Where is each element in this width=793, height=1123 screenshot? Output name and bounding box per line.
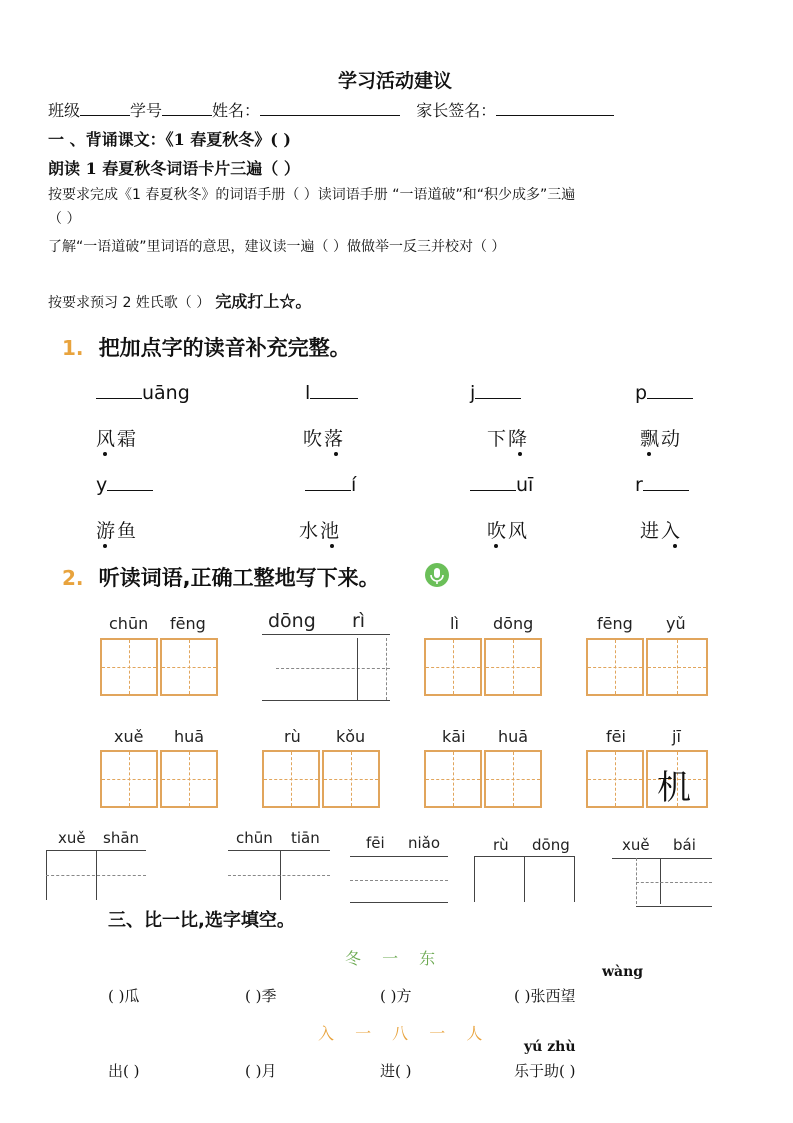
pinyin-blank[interactable] [647, 378, 693, 399]
pinyin-blank[interactable] [310, 378, 358, 399]
writing-grid-top [262, 634, 390, 635]
writing-box[interactable] [424, 638, 482, 696]
writing-box[interactable] [484, 750, 542, 808]
pinyin-prefix: l [305, 382, 311, 404]
writing-box[interactable] [424, 750, 482, 808]
writing-grid-mid[interactable] [46, 875, 146, 876]
writing-grid-divider[interactable] [524, 856, 525, 902]
writing-box[interactable] [100, 750, 158, 808]
pinyin-prefix: y [96, 474, 108, 496]
pinyin-slot [635, 378, 693, 404]
grid-pinyin: fēng [170, 614, 206, 633]
grid-pinyin: kāi [442, 727, 466, 746]
emphasis-dot [673, 544, 677, 548]
grid-pinyin: kǒu [336, 727, 366, 746]
dotted-word: 下降 [487, 428, 530, 450]
grid-pinyin: chūn [236, 829, 273, 847]
grid-pinyin: xuě [58, 829, 86, 847]
writing-box[interactable] [646, 638, 708, 696]
grid-pinyin: fēng [597, 614, 633, 633]
writing-box[interactable] [160, 750, 218, 808]
grid-pinyin: shān [103, 829, 140, 847]
dotted-word: 水池 [299, 520, 342, 542]
writing-box[interactable] [586, 750, 644, 808]
grid-pinyin: xuě [114, 727, 144, 746]
grid-pinyin: chūn [109, 614, 149, 633]
pinyin-slot [96, 378, 190, 404]
class-field[interactable] [80, 101, 130, 116]
task-handbook: 按要求完成《1 春夏秋冬》的词语手册（ ）读词语手册 “一语道破”和“积少成多”三遍 [48, 187, 576, 203]
pinyin-slot [635, 470, 689, 496]
fill-blank-item[interactable]: ( )张西望 [514, 987, 576, 1005]
writing-box[interactable] [100, 638, 158, 696]
grid-pinyin: niǎo [408, 834, 441, 852]
pinyin-suffix: í [351, 474, 357, 496]
section1-heading [62, 332, 351, 362]
emphasis-dot [647, 452, 651, 456]
dotted-word: 游鱼 [96, 520, 139, 542]
page-title: 学习活动建议 [338, 70, 453, 92]
emphasis-dot [518, 452, 522, 456]
pinyin-blank[interactable] [643, 470, 689, 491]
pinyin-blank[interactable] [96, 378, 142, 399]
section3-title: 三、比一比,选字填空。 [108, 910, 295, 931]
writing-box-filled[interactable] [646, 750, 708, 808]
fill-blank-item[interactable]: ( )月 [245, 1062, 277, 1080]
pinyin-suffix: uī [516, 474, 534, 496]
writing-box[interactable] [484, 638, 542, 696]
pinyin-blank[interactable] [107, 470, 153, 491]
writing-grid-mid[interactable] [636, 882, 712, 883]
writing-grid-edge [574, 856, 575, 902]
info-line [48, 98, 614, 121]
pinyin-suffix: uāng [142, 382, 190, 404]
dotted-word: 飘动 [640, 428, 683, 450]
emphasis-dot [494, 544, 498, 548]
audio-icon[interactable] [424, 562, 450, 588]
pinyin-slot [470, 378, 521, 404]
dotted-word: 吹风 [487, 520, 530, 542]
pinyin-slot [305, 470, 356, 496]
writing-grid-edge [636, 858, 637, 904]
grid-pinyin: fēi [366, 834, 385, 852]
fill-blank-item[interactable]: ( )季 [245, 987, 277, 1005]
section1-title: 把加点字的读音补充完整。 [98, 336, 351, 360]
section2-title: 听读词语,正确工整地写下来。 [98, 566, 380, 590]
char-compare-header: 冬 一 东 [345, 949, 444, 968]
char-compare-header: 入 一 八 一 人 [318, 1024, 491, 1043]
fill-blank-item[interactable]: ( )方 [380, 987, 412, 1005]
name-field[interactable] [260, 101, 400, 116]
number-field[interactable] [162, 101, 212, 116]
task-recite: 一 、背诵课文：《1 春夏秋冬》( ) [48, 130, 291, 149]
grid-pinyin: tiān [291, 829, 320, 847]
grid-pinyin: rù [284, 727, 301, 746]
grid-pinyin: lì [450, 614, 459, 633]
writing-grid-bottom [350, 902, 448, 903]
writing-grid-edge [386, 638, 387, 700]
fill-blank-item[interactable]: 出( ) [108, 1062, 140, 1080]
emphasis-dot [103, 544, 107, 548]
grid-pinyin: bái [673, 836, 696, 854]
grid-pinyin: huā [174, 727, 205, 746]
task-preview-text: 按要求预习 2 姓氏歌（ ） [48, 295, 211, 311]
pinyin-hint: yú zhù [524, 1039, 576, 1055]
pinyin-blank[interactable] [470, 470, 516, 491]
task-preview-star: 完成打上☆。 [215, 292, 312, 311]
writing-grid-divider [660, 858, 661, 904]
writing-box[interactable] [586, 638, 644, 696]
pinyin-blank[interactable] [475, 378, 521, 399]
grid-pinyin: dōng [532, 836, 570, 854]
writing-box[interactable] [160, 638, 218, 696]
parent-signature-field[interactable] [496, 101, 614, 116]
pinyin-hint: wàng [602, 964, 644, 980]
class-label: 班级 [48, 101, 81, 120]
number-label: 学号 [130, 101, 163, 120]
pinyin-blank[interactable] [305, 470, 351, 491]
grid-pinyin: yǔ [666, 614, 686, 633]
pinyin-prefix: r [635, 474, 643, 496]
grid-pinyin: huā [498, 727, 529, 746]
task-understand: 了解“一语道破”里词语的意思，建议读一遍（ ）做做举一反三并校对（ ） [48, 239, 506, 255]
writing-grid-mid[interactable] [350, 880, 448, 881]
task-read-cards: 朗读 1 春夏秋冬词语卡片三遍（ ） [48, 159, 300, 178]
writing-grid-edge [474, 856, 475, 902]
section2-heading [62, 562, 380, 592]
section1-number: 1. [62, 336, 84, 360]
writing-grid-mid [276, 668, 390, 669]
writing-grid-divider [357, 638, 358, 700]
filled-character: 机 [657, 768, 691, 808]
writing-grid-mid[interactable] [228, 875, 330, 876]
writing-box[interactable] [262, 750, 320, 808]
writing-box[interactable] [322, 750, 380, 808]
pinyin-prefix: p [635, 382, 648, 404]
section2-number: 2. [62, 566, 84, 590]
pinyin-prefix: j [470, 382, 476, 404]
writing-grid-top [612, 858, 712, 859]
pinyin-slot [305, 378, 358, 404]
grid-pinyin: xuě [622, 836, 650, 854]
writing-grid-bottom[interactable] [262, 700, 390, 701]
emphasis-dot [103, 452, 107, 456]
grid-pinyin: dōng [493, 614, 534, 633]
pinyin-slot [470, 470, 533, 496]
grid-pinyin: rì [352, 610, 366, 632]
parent-label: 家长签名： [416, 101, 497, 120]
writing-grid-bottom [636, 906, 712, 907]
fill-blank-item[interactable]: ( )瓜 [108, 987, 140, 1005]
emphasis-dot [330, 544, 334, 548]
emphasis-dot [334, 452, 338, 456]
task-handbook-check: （ ） [48, 211, 81, 227]
task-preview [48, 289, 311, 312]
grid-pinyin: rù [493, 836, 509, 854]
grid-pinyin: fēi [606, 727, 626, 746]
writing-grid-top [228, 850, 330, 851]
grid-pinyin: jī [672, 727, 681, 746]
pinyin-slot [96, 470, 153, 496]
writing-grid-top [350, 856, 448, 857]
fill-blank-item[interactable]: 乐于助( ) [514, 1062, 576, 1080]
dotted-word: 风霜 [96, 428, 139, 450]
dotted-word: 吹落 [303, 428, 346, 450]
dotted-word: 进入 [640, 520, 683, 542]
fill-blank-item[interactable]: 进( ) [380, 1062, 412, 1080]
name-label: 姓名： [212, 101, 261, 120]
grid-pinyin: dōng [268, 610, 316, 632]
